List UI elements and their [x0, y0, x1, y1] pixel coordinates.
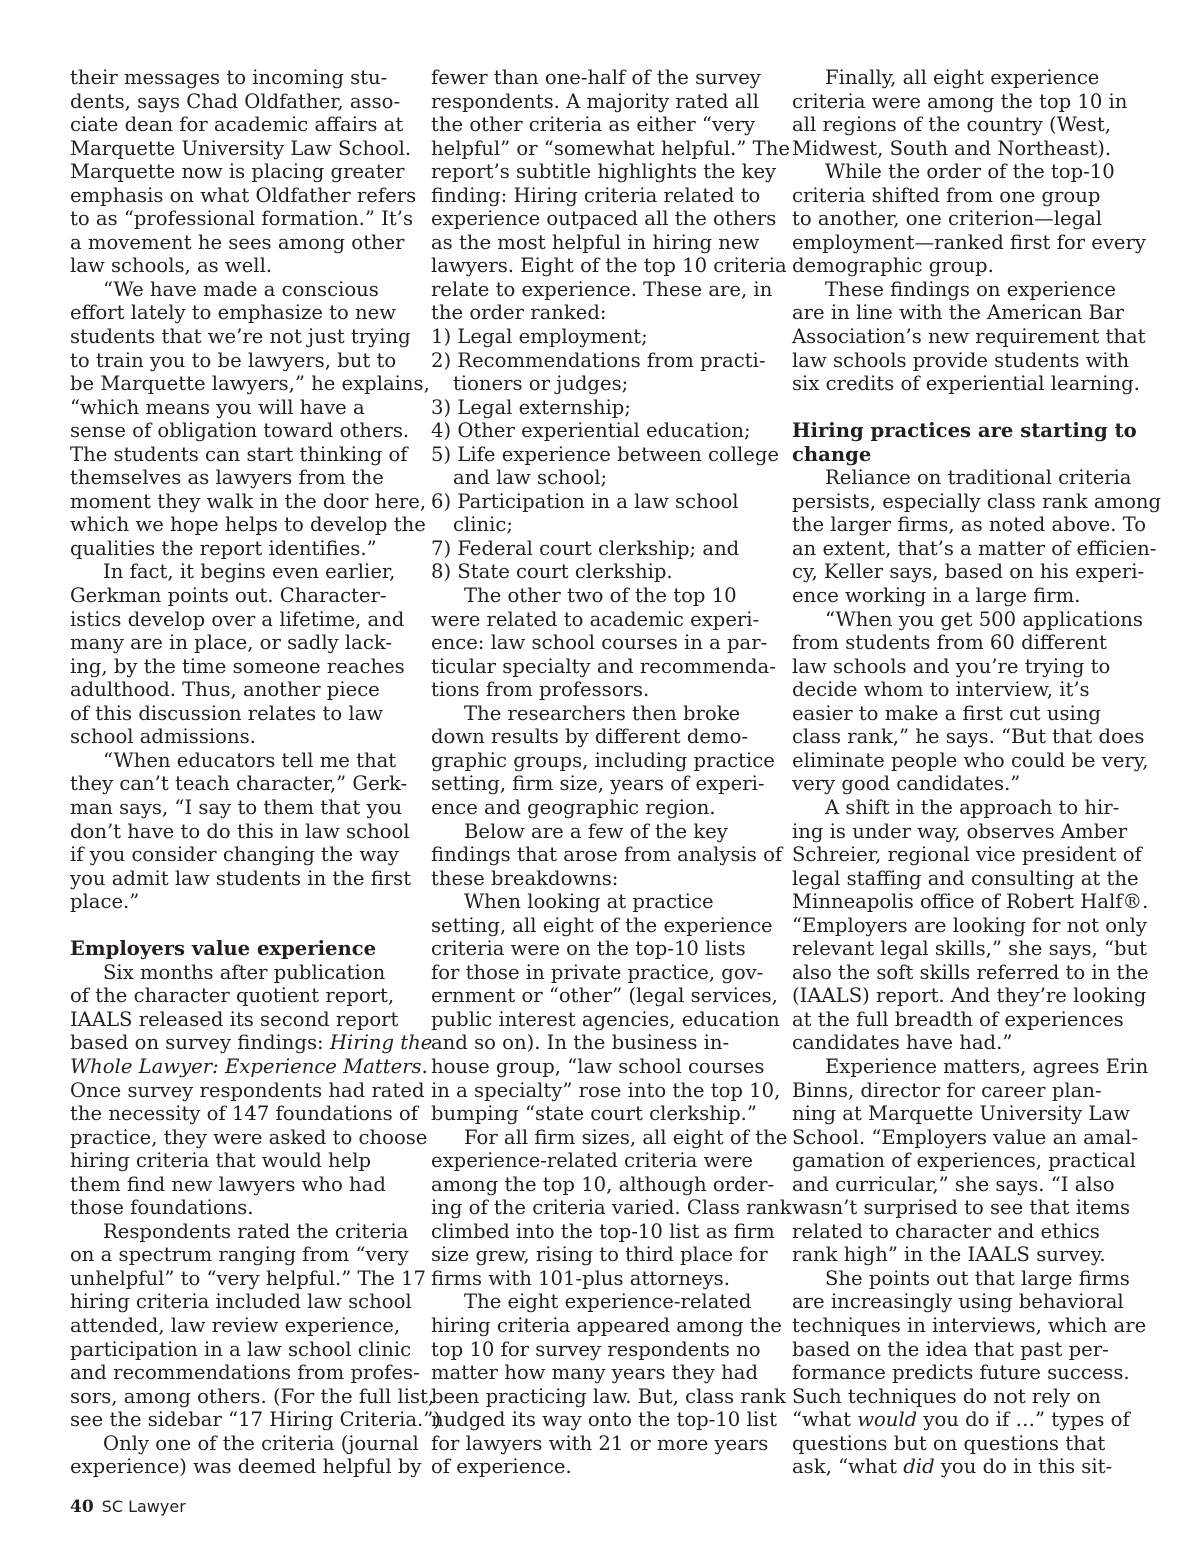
text-line: findings that arose from analysis of — [431, 843, 783, 867]
text-line: public interest agencies, education — [431, 1007, 780, 1031]
report-title-italic: Whole Lawyer: Experience Matters — [70, 1054, 422, 1078]
paragraph — [431, 584, 776, 702]
list-item: 4) Other experiential education; — [431, 419, 751, 443]
paragraph — [70, 749, 410, 914]
text-line: wasn’t surprised to see that items — [792, 1196, 1131, 1220]
page-footer — [70, 1496, 186, 1518]
text-line: and recommendations from profes- — [70, 1361, 420, 1385]
text-line: and so on). In the business in- — [431, 1031, 730, 1055]
text-line: been practicing law. But, class rank — [431, 1384, 786, 1408]
text-line: The eight experience-related — [464, 1290, 752, 1314]
text-line: Gerkman points out. Character- — [70, 584, 387, 608]
text-line: to another, one criterion—legal — [792, 207, 1103, 231]
text-line: ence and geographic region. — [431, 795, 716, 819]
text-line: of this discussion relates to law — [70, 701, 384, 725]
column-2 — [431, 66, 792, 1479]
text-line: relate to experience. These are, in — [431, 277, 773, 301]
list-item: tioners or judges; — [453, 372, 629, 396]
text-line: setting, firm size, years of experi- — [431, 772, 765, 796]
text-line: in a specialty” rose into the top 10, — [431, 1078, 781, 1102]
emphasis-italic: did — [903, 1455, 935, 1479]
text-line: formance predicts future success. — [792, 1361, 1130, 1385]
text-line: a movement he sees among other — [70, 230, 405, 254]
text-line: lawyers. Eight of the top 10 criteria — [431, 254, 787, 278]
text-line: persists, especially class rank among — [792, 489, 1162, 513]
paragraph — [792, 1054, 1149, 1267]
report-title-italic: Hiring the — [329, 1031, 433, 1055]
text-line: themselves as lawyers from the — [70, 466, 384, 490]
text-line: “We have made a conscious — [103, 277, 379, 301]
column-1 — [70, 66, 441, 1479]
text-line: an extent, that’s a matter of efficien- — [792, 536, 1157, 560]
text-line: you admit law students in the first — [70, 866, 412, 890]
text-line: nudged its way onto the top-10 list — [431, 1408, 777, 1432]
text-line: school admissions. — [70, 725, 256, 749]
paragraph — [431, 701, 775, 820]
text-line: Experience matters, agrees Erin — [825, 1054, 1149, 1078]
text-line: man says, “I say to them that you — [70, 795, 403, 819]
text-line: respondents. A majority rated all — [431, 89, 759, 113]
text-line: experience-related criteria were — [431, 1149, 753, 1173]
list-item: and law school; — [453, 466, 608, 490]
text-line: Only one of the criteria (journal — [103, 1431, 419, 1455]
paragraph — [431, 819, 783, 891]
text-line: hiring criteria appeared among the — [431, 1313, 782, 1337]
text-line: Midwest, South and Northeast). — [792, 136, 1112, 160]
text-line: at the full breadth of experiences — [792, 1007, 1124, 1031]
text-run: . — [421, 1054, 428, 1078]
text-line: ence working in a large firm. — [792, 584, 1081, 608]
paragraph — [792, 795, 1149, 1055]
text-line: adulthood. Thus, another piece — [70, 678, 380, 702]
text-line: Respondents rated the criteria — [103, 1219, 409, 1243]
text-line: Reliance on traditional criteria — [825, 466, 1132, 490]
text-line: down results by different demo- — [431, 725, 749, 749]
text-line: ence: law school courses in a par- — [431, 631, 768, 655]
text-line: for those in private practice, gov- — [431, 960, 764, 984]
text-line: bumping “state court clerkship.” — [431, 1102, 757, 1126]
emphasis-italic: would — [857, 1408, 918, 1432]
text-line: those foundations. — [70, 1196, 254, 1220]
text-line: “Employers are looking for not only — [792, 913, 1147, 937]
text-line — [792, 1455, 1132, 1479]
paragraph — [431, 1290, 786, 1479]
text-line: size grew, rising to third place for — [431, 1243, 768, 1267]
paragraph-lines — [70, 1078, 428, 1220]
text-line: employment—ranked first for every — [792, 230, 1146, 254]
section-heading: Employers value experience — [70, 937, 377, 961]
text-line: legal staffing and consulting at the — [792, 866, 1139, 890]
text-line: practice, they were asked to choose — [70, 1125, 428, 1149]
text-line: istics develop over a lifetime, and — [70, 607, 405, 631]
text-line: the necessity of 147 foundations of — [70, 1102, 418, 1126]
text-line: School. “Employers value an amal- — [792, 1125, 1138, 1149]
text-line: She points out that large firms — [825, 1266, 1130, 1290]
text-line: Marquette now is placing greater — [70, 160, 405, 184]
text-line: The students can start thinking of — [70, 442, 408, 466]
text-line: A shift in the approach to hir- — [825, 795, 1120, 819]
paragraph — [70, 1219, 441, 1432]
text-line: hiring criteria that would help — [70, 1149, 372, 1173]
text-line: criteria were among the top 10 in — [792, 89, 1128, 113]
paragraph — [792, 277, 1146, 396]
paragraph — [70, 960, 433, 1220]
text-line: if you consider changing the way — [70, 843, 399, 867]
page-number: 40 — [70, 1497, 94, 1517]
text-line: experience outpaced all the others — [431, 207, 777, 231]
text-line: “which means you will have a — [70, 395, 365, 419]
text-line: which we hope helps to develop the — [70, 513, 426, 537]
text-line: fewer than one-half of the survey — [431, 66, 761, 89]
text-line: law schools provide students with — [792, 348, 1130, 372]
text-line: Such techniques do not rely on — [792, 1384, 1101, 1408]
text-line: Finally, all eight experience — [825, 66, 1100, 89]
text-run: you do if …” types of — [917, 1408, 1130, 1432]
text-line: six credits of experiential learning. — [792, 372, 1140, 396]
paragraph — [792, 466, 1162, 608]
text-run: ask, “what — [792, 1455, 904, 1479]
text-line: sors, among others. (For the full list, — [70, 1384, 435, 1408]
text-line: to train you to be lawyers, but to — [70, 348, 397, 372]
text-line: ing, by the time someone reaches — [70, 654, 405, 678]
paragraph — [431, 66, 790, 325]
text-line: as the most helpful in hiring new — [431, 230, 760, 254]
paragraph — [792, 66, 1132, 160]
text-line: unhelpful” to “very helpful.” The 17 — [70, 1266, 426, 1290]
text-line: questions but on questions that — [792, 1431, 1106, 1455]
text-line: effort lately to emphasize to new — [70, 301, 397, 325]
text-run: you do in this sit- — [934, 1455, 1113, 1479]
text-line: For all firm sizes, all eight of the — [464, 1125, 788, 1149]
text-line: ernment or “other” (legal services, — [431, 984, 778, 1008]
paragraph — [70, 1431, 422, 1479]
text-line: relevant legal skills,” she says, “but — [792, 937, 1148, 961]
text-line: Marquette University Law School. — [70, 136, 412, 160]
text-line: These findings on experience — [825, 277, 1116, 301]
text-line: The researchers then broke — [464, 701, 741, 725]
text-line: law schools and you’re trying to — [792, 654, 1111, 678]
text-line: also the soft skills referred to in the — [792, 960, 1149, 984]
text-line: moment they walk in the door here, — [70, 489, 427, 513]
text-line: related to character and ethics — [792, 1219, 1100, 1243]
text-line: the larger firms, as noted above. To — [792, 513, 1146, 537]
text-line: the other criteria as either “very — [431, 113, 756, 137]
paragraph — [70, 66, 417, 278]
paragraph — [70, 560, 410, 748]
text-line — [792, 1408, 1132, 1432]
text-line: of experience. — [431, 1455, 572, 1479]
text-line: ticular specialty and recommenda- — [431, 654, 776, 678]
text-line: these breakdowns: — [431, 866, 619, 890]
text-line — [70, 1054, 428, 1079]
publication-name: SC Lawyer — [101, 1497, 186, 1516]
text-line: place.” — [70, 890, 140, 914]
text-line: The other two of the top 10 — [464, 584, 737, 608]
text-run: based on survey findings: — [70, 1031, 330, 1055]
text-line: from students from 60 different — [792, 631, 1107, 655]
text-line: them find new lawyers who had — [70, 1172, 386, 1196]
text-line: to as “professional formation.” It’s — [70, 207, 414, 231]
text-line: firms with 101-plus attorneys. — [431, 1266, 730, 1290]
text-line: IAALS released its second report — [70, 1007, 399, 1031]
text-line: “When educators tell me that — [103, 748, 397, 772]
list-item: 8) State court clerkship. — [431, 560, 673, 584]
text-line: techniques in interviews, which are — [792, 1313, 1147, 1337]
text-line: and curricular,” she says. “I also — [792, 1172, 1115, 1196]
text-line: cy, Keller says, based on his experi- — [792, 560, 1145, 584]
spacer — [70, 914, 410, 938]
text-line: based on the idea that past per- — [792, 1337, 1109, 1361]
text-line: ciate dean for academic affairs at — [70, 113, 404, 137]
text-line: qualities the report identifies.” — [70, 536, 377, 560]
text-line: Once survey respondents had rated — [70, 1078, 425, 1102]
text-line: Minneapolis office of Robert Half®. — [792, 890, 1149, 914]
text-line: all regions of the country (West, — [792, 113, 1111, 137]
text-line: In fact, it begins even earlier, — [103, 560, 396, 584]
text-line: Schreier, regional vice president of — [792, 843, 1142, 867]
text-line: graphic groups, including practice — [431, 748, 775, 772]
text-line: matter how many years they had — [431, 1361, 759, 1385]
paragraph — [792, 607, 1149, 796]
text-line: Six months after publication — [103, 960, 386, 984]
text-line: tions from professors. — [431, 678, 650, 702]
paragraph-lines — [792, 1266, 1147, 1408]
text-line: While the order of the top-10 — [825, 160, 1115, 184]
text-line: gamation of experiences, practical — [792, 1149, 1136, 1173]
paragraph — [431, 890, 781, 1126]
text-line: sense of obligation toward others. — [70, 419, 410, 443]
text-line: Association’s new requirement that — [792, 325, 1146, 349]
text-line: very good candidates.” — [792, 772, 1021, 796]
text-line: finding: Hiring criteria related to — [431, 183, 761, 207]
text-line: hiring criteria included law school — [70, 1290, 412, 1314]
text-line: emphasis on what Oldfather refers — [70, 183, 417, 207]
text-line: report’s subtitle highlights the key — [431, 160, 777, 184]
text-line: eliminate people who could be very, — [792, 748, 1149, 772]
spacer — [792, 396, 1132, 420]
text-line: house group, “law school courses — [431, 1054, 765, 1078]
paragraph — [431, 1125, 792, 1291]
text-line: the order ranked: — [431, 301, 607, 325]
list-item: 1) Legal employment; — [431, 325, 648, 349]
text-line: their messages to incoming stu- — [70, 66, 388, 89]
text-line: students that we’re not just trying — [70, 325, 411, 349]
text-line: setting, all eight of the experience — [431, 913, 773, 937]
text-line: are increasingly using behavioral — [792, 1290, 1124, 1314]
text-line: decide whom to interview, it’s — [792, 678, 1090, 702]
ranked-list — [431, 325, 779, 584]
text-line: easier to make a first cut using — [792, 701, 1101, 725]
text-line: of the character quotient report, — [70, 984, 395, 1008]
text-run: “what — [792, 1408, 858, 1432]
text-line: participation in a law school clinic — [70, 1337, 412, 1361]
list-item: clinic; — [453, 513, 513, 537]
paragraph-lines — [70, 961, 410, 1032]
paragraph — [792, 160, 1146, 278]
text-line: Binns, director for career plan- — [792, 1078, 1102, 1102]
text-line: helpful” or “somewhat helpful.” The — [431, 136, 790, 160]
text-line — [70, 1031, 433, 1055]
text-line: among the top 10, although order- — [431, 1172, 775, 1196]
text-line: dents, says Chad Oldfather, asso- — [70, 89, 401, 113]
text-line: climbed into the top-10 list as firm — [431, 1219, 775, 1243]
paragraph — [70, 277, 430, 561]
text-line: don’t have to do this in law school — [70, 819, 410, 843]
text-line: for lawyers with 21 or more years — [431, 1431, 769, 1455]
text-line: were related to academic experi- — [431, 607, 760, 631]
text-line: (IAALS) report. And they’re looking — [792, 984, 1147, 1008]
text-line: top 10 for survey respondents no — [431, 1337, 761, 1361]
text-line: are in line with the American Bar — [792, 301, 1124, 325]
text-line: criteria were on the top-10 lists — [431, 937, 746, 961]
text-line: criteria shifted from one group — [792, 183, 1101, 207]
text-line: ing of the criteria varied. Class rank — [431, 1196, 792, 1220]
text-line: they can’t teach character,” Gerk- — [70, 772, 408, 796]
list-item: 5) Life experience between college — [431, 442, 779, 466]
text-line: ning at Marquette University Law — [792, 1102, 1130, 1126]
list-item: 6) Participation in a law school — [431, 489, 739, 513]
section-heading — [792, 419, 1137, 466]
column-3 — [792, 66, 1162, 1479]
text-line: rank high” in the IAALS survey. — [792, 1243, 1106, 1267]
text-line: on a spectrum ranging from “very — [70, 1243, 409, 1267]
text-line: Below are a few of the key — [464, 819, 728, 843]
heading-line: Hiring practices are starting to — [792, 419, 1137, 443]
text-line: demographic group. — [792, 254, 994, 278]
text-line: When looking at practice — [464, 890, 714, 914]
heading-line: change — [792, 442, 872, 466]
text-line: experience) was deemed helpful by — [70, 1455, 422, 1479]
text-line: many are in place, or sadly lack- — [70, 631, 392, 655]
list-item: 2) Recommendations from practi- — [431, 348, 766, 372]
text-line: class rank,” he says. “But that does — [792, 725, 1145, 749]
text-line: “When you get 500 applications — [825, 607, 1143, 631]
list-item: 7) Federal court clerkship; and — [431, 536, 740, 560]
paragraph — [792, 1266, 1147, 1479]
text-line: candidates have had.” — [792, 1031, 1013, 1055]
text-line: law schools, as well. — [70, 254, 273, 278]
text-line: be Marquette lawyers,” he explains, — [70, 372, 430, 396]
text-line: attended, law review experience, — [70, 1313, 401, 1337]
text-line: see the sidebar “17 Hiring Criteria.”) — [70, 1408, 441, 1432]
list-item: 3) Legal externship; — [431, 395, 631, 419]
text-line: ing is under way, observes Amber — [792, 819, 1128, 843]
